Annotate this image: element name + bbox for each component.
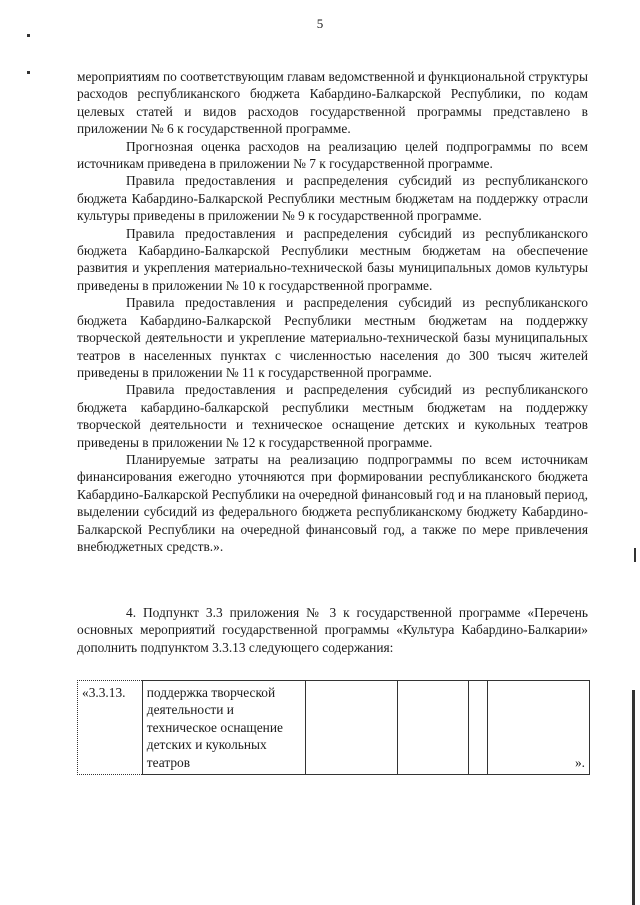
empty-cell	[397, 681, 468, 775]
item-description-cell: поддержка творческой деятельности и техническое оснащение детских и кукольных театров	[142, 681, 305, 775]
item-number-cell: «3.3.13.	[78, 681, 143, 775]
table-row	[78, 681, 590, 775]
amendment-item-4	[77, 604, 588, 656]
paragraph: мероприятиям по соответствующим главам ведомственной и функциональной структуры расходов республиканского бюджета Кабардино-Балкарской Республики, по кодам целевых статей и видов расходов государственной программы представлено в приложении № 6 к государственной программе.	[77, 69, 588, 137]
page-number: 5	[316, 16, 324, 31]
scan-mark	[27, 71, 30, 74]
paragraph: 4. Подпункт 3.3 приложения № 3 к государственной программе «Перечень основных мероприятий государственной программы «Культура Кабардино-Балкарии» дополнить подпунктом 3.3.13 следующего содержания:	[77, 605, 588, 655]
paragraph: Правила предоставления и распределения субсидий из республиканского бюджета Кабардино-Балкарской Республики местным бюджетам на обеспечение развития и укрепления материально-технической базы муниципальных домов культуры приведены в приложении № 10 к государственной программе.	[77, 225, 588, 293]
empty-cell	[468, 681, 488, 775]
paragraph: Правила предоставления и распределения субсидий из республиканского бюджета кабардино-балкарской республики местным бюджетам на поддержку творческой деятельности и техническое оснащение детских и кукольных театров приведены в приложении № 12 к государственной программе.	[77, 382, 588, 450]
empty-cell	[306, 681, 398, 775]
appendix-table	[77, 680, 590, 775]
paragraph: Прогнозная оценка расходов на реализацию целей подпрограммы по всем источникам приведена в приложении № 7 к государственной программе.	[77, 138, 588, 172]
scan-edge-line	[632, 690, 635, 905]
paragraph: Планируемые затраты на реализацию подпрограммы по всем источникам финансирования ежегодно уточняются при формировании республиканского бюджета Кабардино-Балкарской Республики на очередной финансовый год и на плановый период, выделении субсидий из федерального бюджета республиканскому бюджету Кабардино-Балкарской Республики на очередной финансовый год, а также по мере привлечения внебюджетных средств.».	[77, 451, 588, 554]
body-text	[77, 68, 588, 555]
scan-mark	[27, 34, 30, 37]
paragraph: Правила предоставления и распределения субсидий из республиканского бюджета Кабардино-Балкарской Республики местным бюджетам на поддержку отрасли культуры приведены в приложении № 9 к государственной программе.	[77, 173, 588, 224]
paragraph: Правила предоставления и распределения субсидий из республиканского бюджета Кабардино-Балкарской Республики местным бюджетам на поддержку творческой деятельности и укрепление материально-технической базы муниципальных театров в населенных пунктах с численностью населения до 300 тысяч жителей приведены в приложении № 11 к государственной программе.	[77, 295, 588, 380]
scan-edge-line	[634, 548, 636, 562]
closing-quote-cell: ».	[488, 681, 590, 775]
